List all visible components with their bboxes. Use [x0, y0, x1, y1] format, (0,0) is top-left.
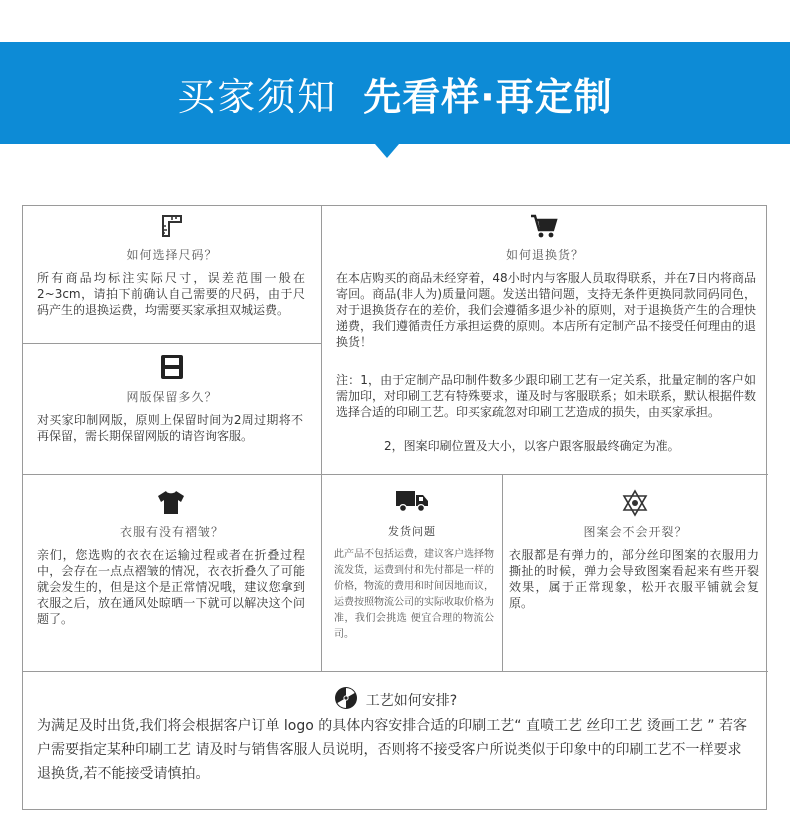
banner-title-light: 买家须知 [177, 74, 338, 119]
screen-title: 网版保留多久？ [126, 390, 218, 404]
cart-icon [530, 214, 558, 244]
returns-text: 在本店购买的商品未经穿着，48小时内与客服人员取得联系，并在7日内将商品寄回。商品(非人为)质量问题。发送出错问题，支持无条件更换同款同码同色，对于退换货存在的差价，我们会遵循多退少补的原则，对于退换货产生的合理快递费，我们遵循责任方承担运费的原则。本店所有定制产品不接受任何理由的退换货！ [336, 271, 757, 349]
returns-section [322, 206, 768, 474]
process-heading [23, 686, 768, 714]
star-of-david-icon [621, 489, 649, 521]
banner-title [0, 42, 790, 144]
wrinkle-section [23, 475, 321, 671]
wrinkle-text: 亲们，您选购的衣衣在运输过程或者在折叠过程中，会存在一点点褶皱的情况，衣衣折叠久了可能就会发生的，但是这个是正常情况哦，建议您拿到衣服之后，放在通风处晾晒一下就可以解决这个问题了。 [37, 548, 305, 626]
tshirt-icon [156, 489, 186, 519]
screen-text: 对买家印制网版，原则上保留时间为2周过期将不再保留，需长期保留网版的请咨询客服。 [37, 413, 303, 443]
returns-note-2: 2，图案印刷位置及大小，以客户跟客服最终确定为准。 [384, 439, 680, 453]
size-section [23, 206, 321, 343]
notice-grid [22, 205, 767, 810]
returns-note-1: 注：1，由于定制产品印制件数多少跟印刷工艺有一定关系，批量定制的客户如需加印，对印刷工艺有特殊要求，谨及时与客服联系；如未联系，默认根据件数选择合适的印刷工艺。印买家疏忽对印刷工艺造成的损失，由买家承担。 [336, 373, 757, 419]
banner-title-bold: 先看样·再定制 [363, 74, 613, 119]
radiation-icon [334, 686, 358, 714]
screen-section [23, 344, 321, 474]
truck-icon [395, 489, 429, 517]
shipping-section [322, 475, 502, 671]
shipping-title: 发货问题 [388, 525, 436, 538]
ruler-icon [161, 214, 183, 242]
floppy-disk-icon [160, 354, 184, 384]
size-title: 如何选择尺码？ [126, 248, 218, 262]
process-title: 工艺如何安排? [365, 693, 458, 709]
crack-section [503, 475, 768, 671]
crack-title: 图案会不会开裂？ [583, 525, 688, 539]
banner-pointer [375, 144, 399, 158]
crack-text: 衣服都是有弹力的，部分丝印图案的衣服用力撕扯的时候，弹力会导致图案看起来有些开裂效果，属于正常现象，松开衣服平铺就会复原。 [509, 548, 759, 610]
size-text: 所有商品均标注实际尺寸，误差范围一般在2~3cm，请拍下前确认自己需要的尺码，由于尺码产生的退换运费，均需要买家承担双城运费。 [37, 271, 305, 317]
process-text: 为满足及时出货,我们将会根据客户订单 logo 的具体内容安排合适的印刷工艺“ 直喷工艺 丝印工艺 烫画工艺 ” 若客户需要指定某种印刷工艺 请及时与销售客服人员说明，否则将不接受客户所说类似于印象中的印刷工艺不一样要求退换货,若不能接受请慎拍。 [37, 718, 748, 782]
wrinkle-title: 衣服有没有褶皱？ [119, 525, 224, 539]
returns-title: 如何退换货？ [505, 248, 584, 262]
shipping-text: 此产品不包括运费，建议客户选择物流发货，运费到付和先付都是一样的价格，物流的费用和时间因地而议，运费按照物流公司的实际收取价格为准，我们会挑选 便宜合理的物流公司。 [334, 549, 494, 640]
